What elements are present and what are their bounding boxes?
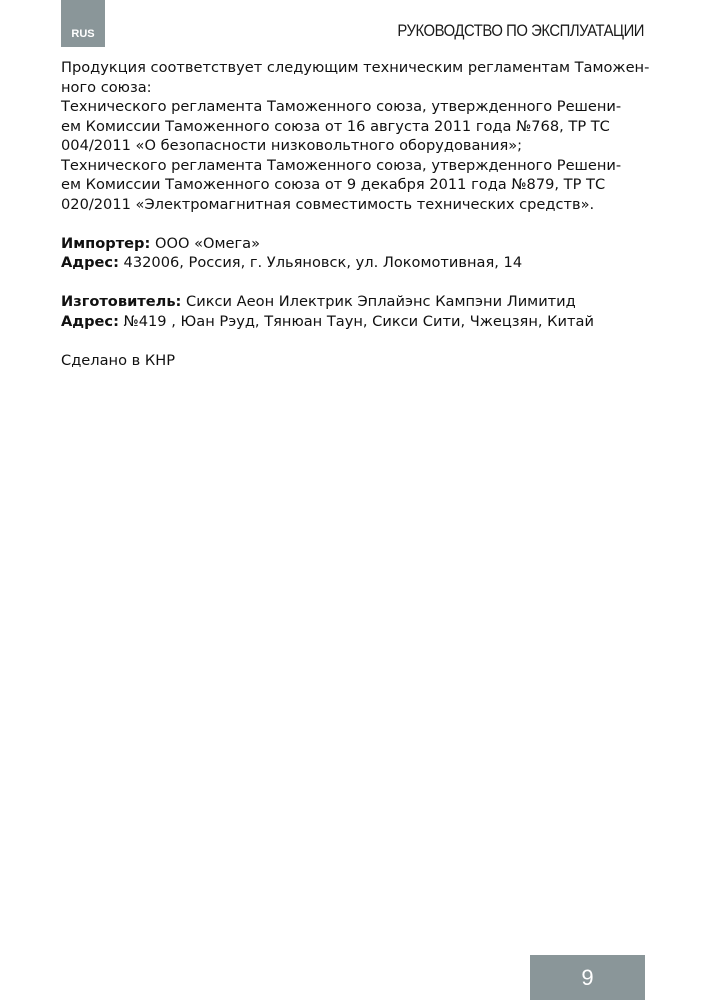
importer-address-value: 432006, Россия, г. Ульяновск, ул. Локомотивная, 14 [118,254,523,271]
manufacturer-address-line [61,312,645,332]
importer-address-label: Адрес: [61,254,119,271]
manufacturer-value: Сикси Аеон Илектрик Эплайэнс Кампэни Лимитид [181,293,576,310]
manufacturer-address-value: №419 , Юан Рэуд, Тянюан Таун, Сикси Сити, Чжецзян, Китай [118,312,594,330]
page-number: 9 [581,964,594,990]
document-body [61,58,650,370]
manufacturer-line [61,292,645,312]
importer-label: Импортер: [61,234,151,252]
importer-value: ООО «Омега» [150,234,261,252]
regulations-paragraph [61,58,650,214]
text-line: 020/2011 «Электромагнитная совместимость технических средств». [61,195,595,213]
manufacturer-address-label: Адрес: [61,312,119,330]
text-line: 004/2011 «О безопасности низковольтного оборудования»; [61,137,523,154]
importer-line [61,234,645,254]
text-line: Технического регламента Таможенного союза, утвержденного Решени- [61,98,622,115]
manual-title: РУКОВОДСТВО ПО ЭКСПЛУАТАЦИИ [397,22,644,40]
page-number-box [530,955,645,1000]
text-line: ем Комиссии Таможенного союза от 9 декабря 2011 года №879, ТР ТС [61,176,606,193]
manufacturer-label: Изготовитель: [61,293,182,310]
origin-text: Сделано в КНР [61,351,176,369]
importer-block [61,234,645,273]
language-label: RUS [71,28,95,40]
importer-address-line [61,253,645,273]
text-line: ем Комиссии Таможенного союза от 16 августа 2011 года №768, ТР ТС [61,117,610,135]
manufacturer-block [61,292,645,331]
language-tab [61,0,105,47]
text-line: ного союза: [61,78,152,96]
text-line: Продукция соответствует следующим техническим регламентам Таможен- [61,59,650,76]
text-line: Технического регламента Таможенного союза, утвержденного Решени- [61,156,622,174]
